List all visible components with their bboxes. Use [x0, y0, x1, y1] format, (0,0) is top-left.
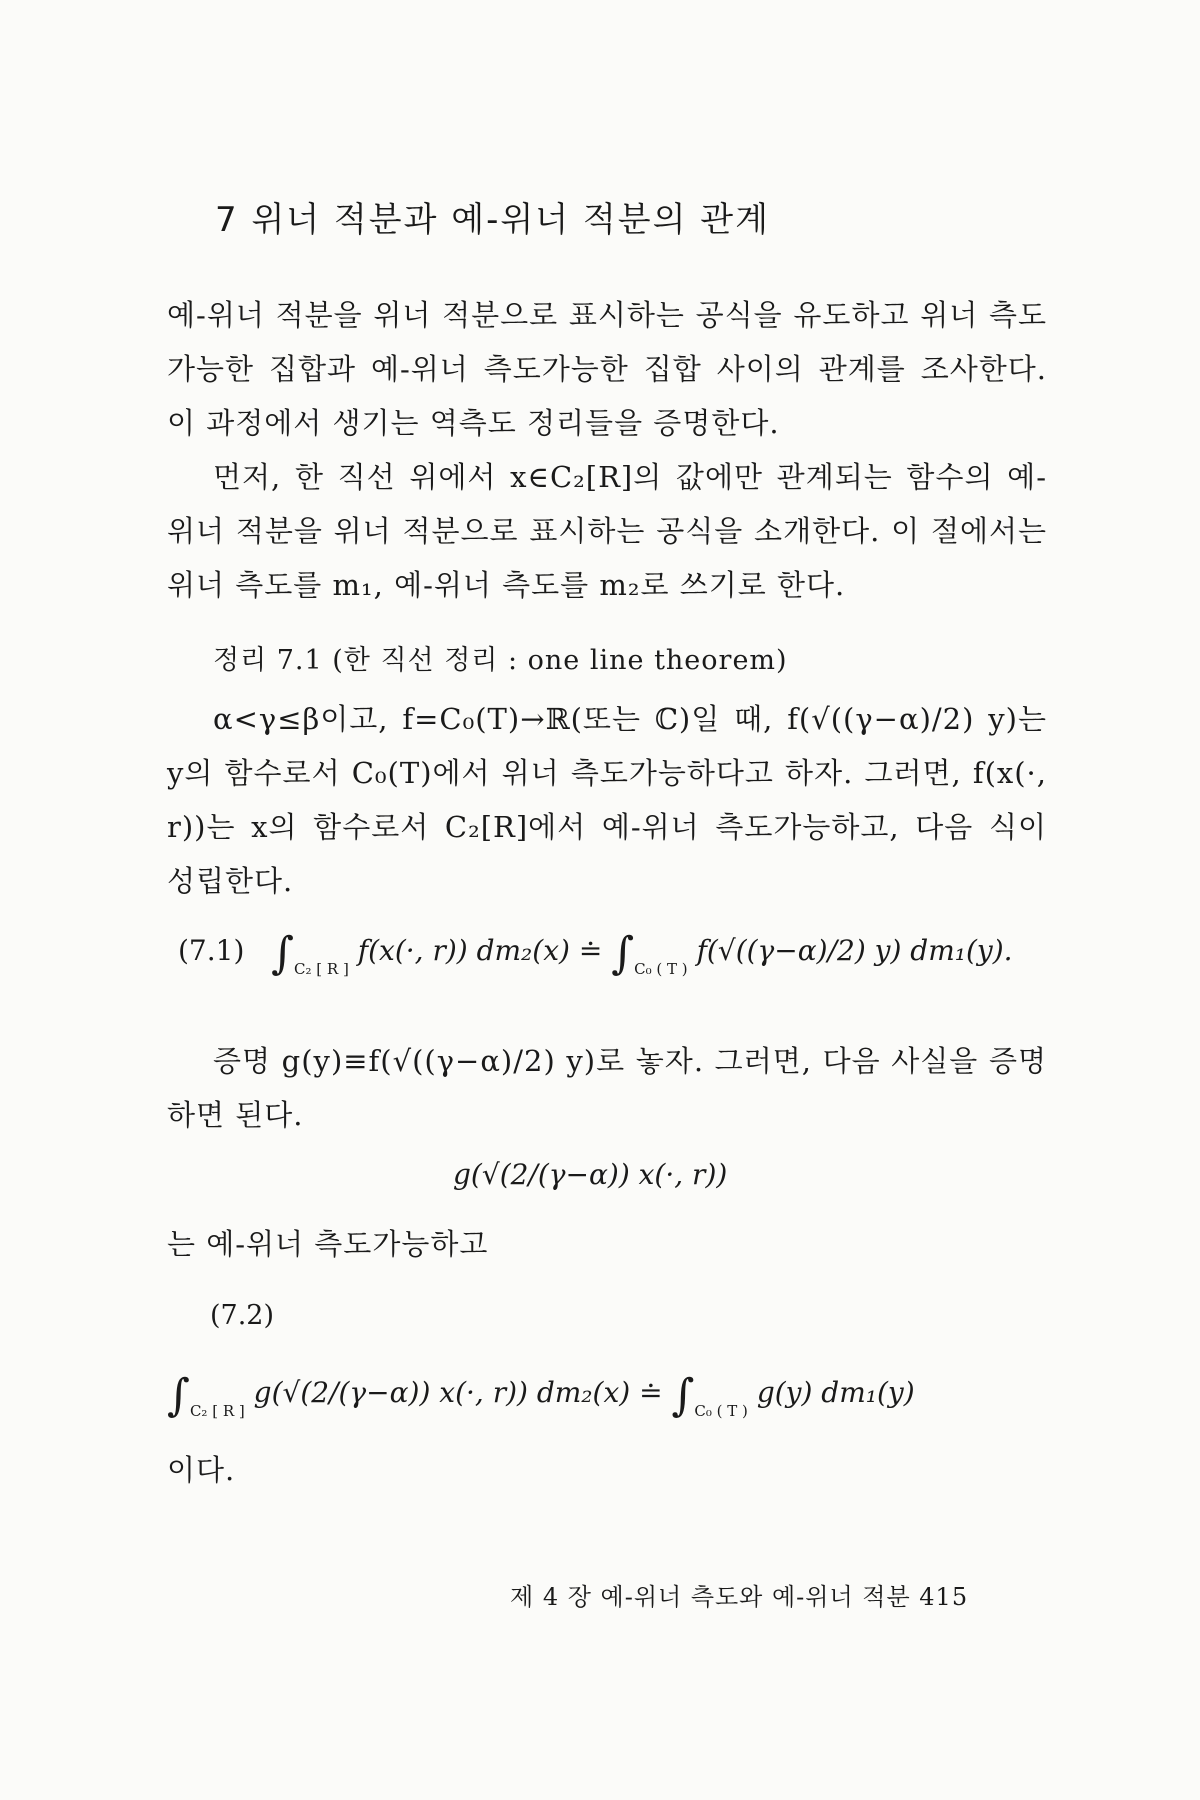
- relation-symbol: ≐: [639, 1376, 663, 1409]
- integral-domain: C₂ [ R ]: [294, 960, 349, 978]
- theorem-body: α<γ≤β이고, f=C₀(T)→ℝ(또는 ℂ)일 때, f(√((γ−α)/2) y)는 y의 함수로서 C₀(T)에서 위너 측도가능하다고 하자. 그러면, f(x(·, r))는 x의 함수로서 C₂[R]에서 예-위너 측도가능하고, 다음 식이 성립한다.: [167, 702, 1047, 898]
- integral-domain: C₀ ( T ): [694, 1402, 748, 1420]
- integrand: g(√(2/(γ−α)) x(·, r)) dm₂(x): [253, 1376, 631, 1409]
- relation-symbol: ≐: [578, 934, 603, 967]
- integrand: f(√((γ−α)/2) y) dm₁(y).: [696, 934, 1013, 967]
- proof-paragraph: 증명 g(y)≡f(√((γ−α)/2) y)로 놓자. 그러면, 다음 사실을 증명하면 된다.: [167, 1044, 1047, 1132]
- theorem-heading: 정리 7.1 (한 직선 정리 : one line theorem): [213, 645, 788, 676]
- equation-number: (7.2): [210, 1300, 275, 1331]
- display-expression: g(√(2/(γ−α)) x(·, r)): [453, 1158, 728, 1191]
- after-expression-text: 는 예-위너 측도가능하고: [167, 1227, 489, 1261]
- integral-domain: C₀ ( T ): [634, 960, 688, 978]
- closing-text: 이다.: [167, 1453, 236, 1487]
- first-paragraph: 먼저, 한 직선 위에서 x∈C₂[R]의 값에만 관계되는 함수의 예-위너 적분을 위너 적분으로 표시하는 공식을 소개한다. 이 절에서는 위너 측도를 m₁, 예-위너 측도를 m₂로 쓰기로 한다.: [167, 460, 1047, 602]
- equation-7-1: [178, 928, 1013, 979]
- integral-sign-icon: ∫: [167, 1370, 190, 1421]
- equation-7-2: [167, 1370, 915, 1421]
- page-footer: 제 4 장 예-위너 측도와 예-위너 적분 415: [510, 1583, 969, 1611]
- integral-domain: C₂ [ R ]: [189, 1402, 245, 1420]
- equation-number: (7.1): [178, 934, 245, 967]
- intro-paragraph: 예-위너 적분을 위너 적분으로 표시하는 공식을 유도하고 위너 측도가능한 집합과 예-위너 측도가능한 집합 사이의 관계를 조사한다. 이 과정에서 생기는 역측도 정리들을 증명한다.: [167, 298, 1047, 440]
- integral-sign-icon: ∫: [611, 928, 635, 979]
- integral-sign-icon: ∫: [271, 928, 295, 979]
- integrand: f(x(·, r)) dm₂(x): [357, 934, 570, 967]
- integral-sign-icon: ∫: [671, 1370, 695, 1421]
- integrand: g(y) dm₁(y): [756, 1376, 915, 1409]
- section-title: 7 위너 적분과 예-위너 적분의 관계: [215, 200, 770, 240]
